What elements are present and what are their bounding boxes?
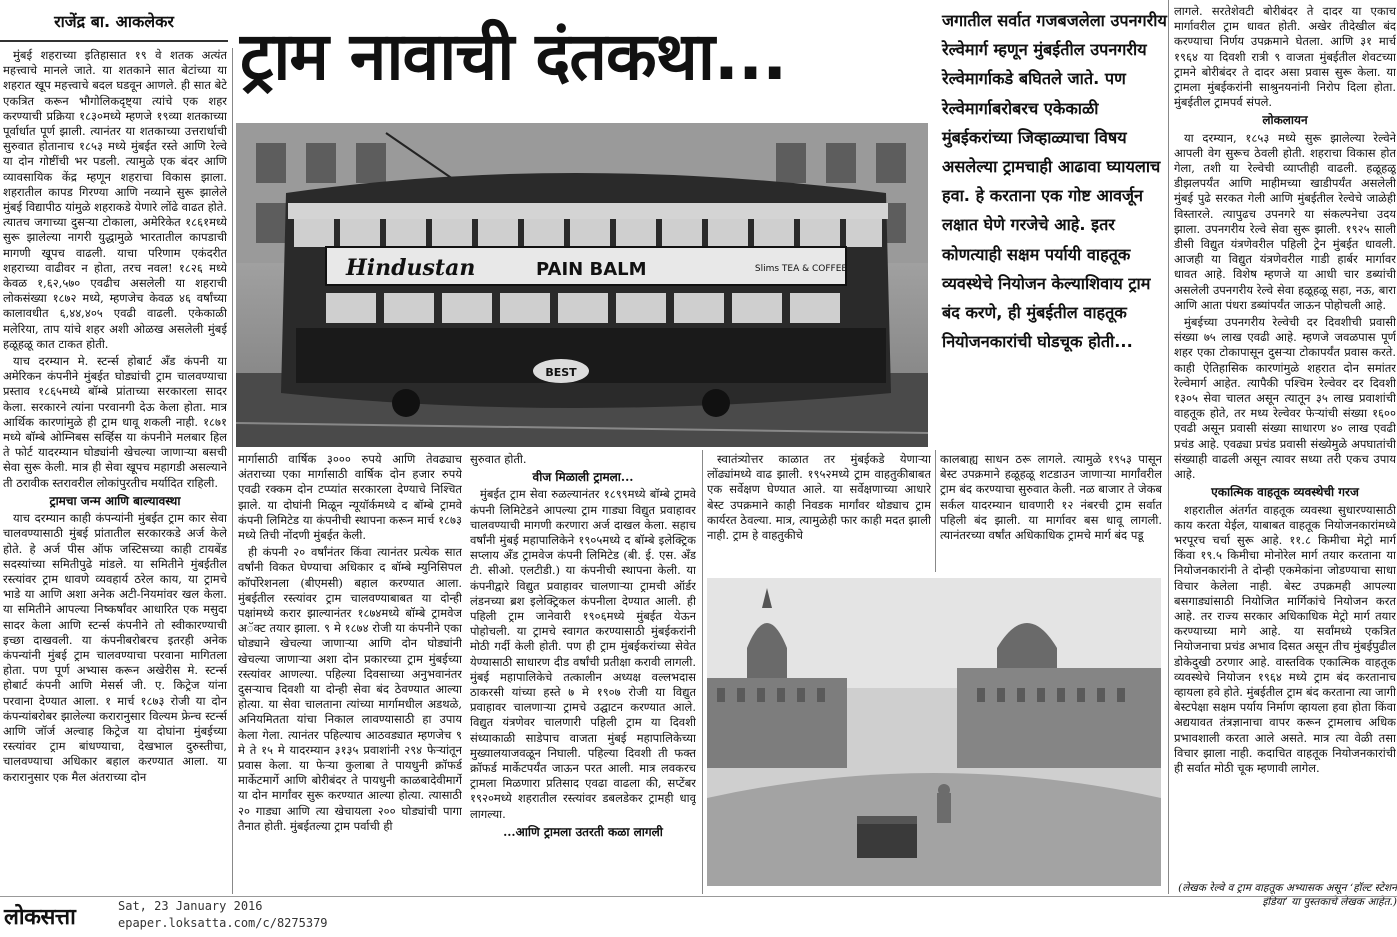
tram-ad-product: PAIN BALM: [536, 259, 647, 280]
tram-photo: [236, 123, 928, 447]
column-divider: [232, 48, 233, 894]
article-paragraph: मुंबईत ट्राम सेवा रुळल्यानंतर १८९९मध्ये बॉम्बे ट्रामवे कंपनी लिमिटेडने आपल्या ट्राम गाड्या विद्युत प्रवाहावर चालवण्याची मागणी करणारा अर्ज दाखल केला. सहाच वर्षांनी मुंबई महापालिकेने १९०५मध्ये द बॉम्बे इलेक्ट्रिक सप्लाय अँड ट्रामवेज कंपनी लिमिटेड (बी. ई. एस. अँड टी. सीओ. एलटीडी.) या कंपनीची स्थापना केली. या कंपनीद्वारे विद्युत प्रवाहावर चालणाऱ्या ट्रामची ऑर्डर लंडनच्या ब्रश इलेक्ट्रिकल कंपनीला देण्यात आली. ही पहिली ट्राम जानेवारी १९०६मध्ये मुंबईत येऊन पोहोचली. या ट्रामचे स्वागत करण्यासाठी मुंबईकरांनी मोठी गर्दी केली होती. पण ही ट्राम मुंबईकरांच्या सेवेत येण्यासाठी साधारण दीड वर्षांची प्रतीक्षा करावी लागली. मुंबई महापालिकेचे तत्कालीन अध्यक्ष वल्लभदास ठाकरसी यांच्या हस्ते ७ मे १९०७ रोजी या विद्युत प्रवाहावर चालणाऱ्या ट्रामचे उद्घाटन करण्यात आले. विद्युत यंत्रणेवर चालणारी पहिली ट्राम या दिवशी संध्याकाळी साडेपाच वाजता मुंबई महापालिकेच्या मुख्यालयाजवळून निघाली. पहिल्या दिवशी ती फक्त क्रॉफर्ड मार्केटपर्यंत जाऊन परत आली. मात्र लवकरच ट्रामला मिळणारा प्रतिसाद एवढा वाढला की, सप्टेंबर १९२०मध्ये शहरातील रस्त्यांवर डबलडेकर ट्रामही धावू लागल्या.: [470, 487, 696, 821]
article-paragraph: शहरातील अंतर्गत वाहतूक व्यवस्था सुधारण्यासाठी काय करता येईल, याबाबत वाहतूक नियोजनकारांमध्ये भरपूरच चर्चा सुरू आहे. ११.८ किमीचा मेट्रो मार्ग किंवा १९.५ किमीचा मोनोरेल मार्ग तयार करताना या नियोजनकारांनी ते दोन्ही एकमेकांना जोडण्याचा साधा विचार केलेला नाही. बेस्ट उपक्रमही आपल्या बसगाड्यांसाठी नियोजित मार्गिकांचे नियोजन करत आहे. तर राज्य सरकार अधिकाधिक मेट्रो मार्ग तयार करण्याच्या मागे आहे. या सर्वांमध्ये एकत्रित नियोजनाचा प्रचंड अभाव दिसत असून तीच मुंबईपुढील डोकेदुखी ठरणार आहे. वास्तविक एकात्मिक वाहतूक व्यवस्थेचे नियोजन १९६४ मध्ये ट्राम बंद करतानाच व्हायला हवे होते. मुंबईतील ट्राम बंद करताना त्या जागी बेस्टपेक्षा सक्षम पर्याय निर्माण व्हायला हवा होता किंवा अद्ययावत तंत्रज्ञानाचा वापर करून ट्रामलाच अधिक प्रभावशाली करता आले असते. मात्र त्या वेळी तसा विचार झाला नाही. कदाचित वाहतूक नियोजनकारांची ही सर्वात मोठी चूक म्हणावी लागेल.: [1174, 502, 1396, 775]
article-column-4: [707, 452, 931, 572]
tram-plate: BEST: [545, 366, 577, 379]
article-column-5: [940, 452, 1162, 572]
column-divider: [935, 450, 936, 572]
article-paragraph: याच दरम्यान मे. स्टर्न्स होबार्ट अँड कंपनी या अमेरिकन कंपनीने मुंबईत घोड्यांची ट्राम चालवण्याचा प्रस्ताव १८६५मध्ये बॉम्बे प्रांताच्या सरकारला सादर केला. सरकारने त्यांना परवानगी देऊ केला होता. मात्र आर्थिक कारणांमुळे ही ट्राम धावू शकली नाही. १८७१ मध्ये बॉम्बे ओम्निबस सर्व्हिस या कंपनीने मलबार हिल ते फोर्ट यादरम्यान घोड्यांनी खेचल्या जाणाऱ्या बसची सेवा सुरू केली. मात्र ही सेवा खूपच महागडी असल्याने ती ठरावीक स्तरावरील लोकांपुरतीच मर्यादित राहिली.: [3, 354, 227, 490]
city-photo: [707, 578, 1161, 886]
column-divider: [1168, 0, 1169, 894]
article-column-1: [3, 48, 227, 894]
section-heading: ...आणि ट्रामला उतरती कळा लागली: [503, 824, 663, 839]
article-paragraph: लागले. सरतेशेवटी बोरीबंदर ते दादर या एकाच मार्गावरील ट्राम धावत होती. अखेर तीदेखील बंद करण्याचा निर्णय उपक्रमाने घेतला. आणि ३१ मार्च १९६४ या दिवशी रात्री ९ वाजता मुंबईतील शेवटच्या ट्रामने बोरीबंदर ते दादर असा प्रवास सुरू केला. या ट्रामला मुंबईकरांनी साश्रुनयनांनी निरोप दिला होता. मुंबईतील ट्रामपर्व संपले.: [1174, 4, 1396, 110]
publication-date: Sat, 23 January 2016: [118, 899, 263, 913]
article-paragraph: मार्गासाठी वार्षिक ३००० रुपये आणि तेवढ्याच अंतराच्या एका मार्गासाठी वार्षिक दोन हजार रुपये एवढी रक्कम दोन टप्प्यांत सरकारला देण्याचे निश्चित झाले. या दोघांनी मिळून न्यूयॉर्कमध्ये द बॉम्बे ट्रामवे कंपनी लिमिटेड या कंपनीची स्थापना करून मार्च १८७३ मध्ये तिची नोंदणी मुंबईत केली.: [238, 452, 462, 543]
section-heading: वीज मिळाली ट्रामला...: [532, 470, 634, 485]
article-paragraph: ही कंपनी २० वर्षांनंतर किंवा त्यानंतर प्रत्येक सात वर्षांनी विकत घेण्याचा अधिकार द बॉम्बे म्युनिसिपल कॉर्पोरेशनला (बीएमसी) बहाल करण्यात आला. मुंबईतील रस्त्यांवर ट्राम चालवण्याबाबत या दोन्ही पक्षांमध्ये करार झाल्यानंतर १८७४मध्ये बॉम्बे ट्रामवेज अॅक्ट तयार झाला. ९ मे १८७४ रोजी या कंपनीने एका घोड्याने खेचल्या जाणाऱ्या आणि दोन घोड्यांनी खेचल्या जाणाऱ्या अशा दोन प्रकारच्या ट्राम मुंबईच्या रस्त्यांवर आणल्या. पहिल्या दिवसाच्या अनुभवानंतर दुसऱ्याच दिवशी या दोन्ही सेवा बंद ठेवण्यात आल्या होत्या. या सेवा चालताना त्यांच्या मार्गामधील अडथळे, अनियमितता यांचा निकाल लावण्यासाठी हा उपाय केला गेला. त्यानंतर पहिल्याच आठवड्यात म्हणजेच ९ मे ते १५ मे यादरम्यान ३१३५ प्रवाशांनी २९४ फेऱ्यांतून प्रवास केला. या फेऱ्या कुलाबा ते पायधुनी क्रॉफर्ड मार्केटमार्गे आणि बोरीबंदर ते पायधुनी काळबादेवीमार्गे या दोन मार्गांवर सुरू करण्यात आल्या होत्या. त्यासाठी २० गाड्या आणि त्या खेचायला २०० घोड्यांची पागा तैनात होती. मुंबईतल्या ट्राम पर्वाची ही: [238, 545, 462, 833]
article-paragraph: या दरम्यान, १८५३ मध्ये सुरू झालेल्या रेल्वेने आपली वेग सुरूच ठेवली होती. शहराचा विकास होत गेला, तशी या रेल्वेची व्याप्तीही वाढली. हळूहळू डीझलपर्यंत आणि माहीमच्या खाडीपर्यंत असलेली मुंबई पुढे सरकत गेली आणि मुंबईतील रेल्वेचे जाळेही विस्तारले. त्यापुढच उपनगरे या संकल्पनेचा उदय झाला. उपनगरीय रेल्वे सेवा सुरू झाली. १९२५ साली डीसी विद्युत यंत्रणेवरील पहिली ट्रेन मुंबईत धावली. आजही या विद्युत यंत्रणेवरील गाडी हार्बर मार्गावर धावत आहे. विशेष म्हणजे या आधी चार डब्यांची असलेली उपनगरीय रेल्वे सेवा हळूहळू सहा, नऊ, बारा आणि आता पंधरा डब्यांपर्यंत जाऊन पोहोचली आहे.: [1174, 130, 1396, 312]
tram-ad-side: Slims TEA & COFFEE: [754, 264, 848, 274]
article-paragraph: मुंबईच्या उपनगरीय रेल्वेची दर दिवशीची प्रवासी संख्या ७५ लाख एवढी आहे. म्हणजे जवळपास पूर्ण शहर एका टोकापासून दुसऱ्या टोकापर्यंत प्रवास करते. काही ऐतिहासिक कारणांमुळे शहरात दोन समांतर रेल्वेमार्ग आहेत. त्यापैकी पश्चिम रेल्वेवर दर दिवशी १३०५ सेवा चालत असून त्यातून ३५ लाख प्रवाशांची वाहतूक होते, तर मध्य रेल्वेवर फेऱ्यांची संख्या १६०० एवढी असून प्रवासी संख्या साधारण ४० लाख एवढी प्रचंड आहे. एवढ्या प्रचंड प्रवासी संख्येमुळे अपघातांची संख्याही वाढली असून त्यावर सध्या तरी एकच उपाय आहे.: [1174, 315, 1396, 482]
newspaper-logo: लोकसत्ता: [4, 905, 76, 930]
article-paragraph: कालबाह्य साधन ठरू लागले. त्यामुळे १९५३ पासून बेस्ट उपक्रमाने हळूहळू शटडाउन जाणाऱ्या मार्गांवरील ट्राम बंद करण्याचा सुरुवात केली. नळ बाजार ते जेकब सर्कल यादरम्यान धावणारी १२ नंबरची ट्राम सर्वात पहिली बंद झाली. या मार्गावर बस धावू लागली. त्यानंतरच्या वर्षांत अधिकाधिक ट्रामचे मार्ग बंद पडू: [940, 452, 1162, 543]
byline-rule: [0, 40, 228, 42]
article-paragraph: सुरुवात होती.: [470, 452, 527, 466]
author-note: (लेखक रेल्वे व ट्राम वाहतूक अभ्यासक असून ‘हॉल्ट स्टेशन इंडिया’ या पुस्तकाचे लेखक आहेत.): [1178, 882, 1397, 908]
section-heading: लोकलायन: [1262, 113, 1308, 128]
article-paragraph: मुंबई शहराच्या इतिहासात १९ वे शतक अत्यंत महत्त्वाचे मानले जाते. या शतकाने सात बेटांच्या या शहरात खूप महत्त्वाचे बदल घडवून आणले. ही सात बेटे एकत्रित करून भौगोलिकदृष्ट्या त्यांचे एक शहर करण्याची प्रक्रिया १८३०मध्ये म्हणजे १९व्या शतकाच्या पूर्वार्धात पूर्ण झाली. त्यानंतर या शतकाच्या उत्तरार्धाची सुरुवात होतानाच १८५३ मध्ये मुंबईत रस्ते आणि रेल्वे या दोन गोष्टींची भर पडली. त्यामुळे एक बंदर आणि व्यावसायिक केंद्र म्हणून शहराचा विकास झाला. शहरातील कापड गिरण्या आणि नव्याने सुरू झालेले मुंबई विद्यापीठ यांमुळे शहराकडे येणारे लोंढे वाढत होते. त्यातच जगाच्या दुसऱ्या टोकाला, अमेरिकेत १८६१मध्ये सुरू झालेल्या नागरी युद्धामुळे भारतातील कापडाची मागणी खूपच वाढली. याचा परिणाम एकंदरीत शहराच्या वाढीवर न होता, तरच नवल! १८२६ मध्ये केवळ १,६२,५७० एवढीच असलेली या शहराची लोकसंख्या १८७२ मध्ये, म्हणजेच केवळ ४६ वर्षांच्या कालावधीत ६,४४,४०५ एवढी वाढली. एकेकाळी मलेरिया, ताप यांचे शहर अशी ओळख असलेली मुंबई हळूहळू कात टाकत होती.: [3, 48, 227, 351]
headline: ट्राम नावाची दंतकथा...: [240, 18, 787, 95]
author-byline: राजेंद्र बा. आकलेकर: [54, 12, 174, 31]
pull-quote: जगातील सर्वात गजबजलेला उपनगरीय रेल्वेमार्ग म्हणून मुंबईतील उपनगरीय रेल्वेमार्गाकडे बघितले जाते. पण रेल्वेमार्गाबरोबरच एकेकाळी मुंबईकरांच्या जिव्हाळ्याचा विषय असलेल्या ट्रामचाही आढावा घ्यायलाच हवा. हे करताना एक गोष्ट आवर्जून लक्षात घेणे गरजेचे आहे. इतर कोणत्याही सक्षम पर्यायी वाहतूक व्यवस्थेचे नियोजन केल्याशिवाय ट्राम बंद करणे, ही मुंबईतील वाहतूक नियोजनकारांची घोडचूक होती...: [942, 11, 1167, 352]
article-column-3: [470, 452, 696, 894]
section-heading: एकात्मिक वाहतूक व्यवस्थेची गरज: [1211, 485, 1359, 500]
section-heading: ट्रामचा जन्म आणि बाल्यावस्था: [49, 493, 181, 508]
article-column-6: [1174, 4, 1396, 880]
tram-ad-brand: Hindustan: [346, 255, 476, 281]
article-paragraph: याच दरम्यान काही कंपन्यांनी मुंबईत ट्राम कार सेवा चालवण्यासाठी मुंबई प्रांतातील सरकारकडे अर्ज केले होते. हे अर्ज पीस ऑफ जस्टिसच्या काही टायबेंड सदस्यांच्या समितीपुढे मांडले. या समितीने मुंबईतील रस्त्यांवर ट्राम धावणे व्यवहार्य ठरेल काय, या ट्रामचे भाडे या आणि अशा अनेक अटी-नियमांवर खल केला. या समितीने आपल्या निष्कर्षांवर आधारित एक मसुदा सादर केला आणि स्टर्न्स कंपनीने तो स्वीकारण्याची इच्छा दाखवली. या कंपनीबरोबरच इतरही अनेक कंपन्यांनी मुंबई ट्राम चालवण्याचा परवाना मागितला होता. पण पूर्ण अभ्यास करून अखेरीस मे. स्टर्न्स होबार्ट कंपनी आणि मेसर्स जी. ए. किट्रेज यांना परवाना देण्यात आला. १ मार्च १८७३ रोजी या दोन कंपन्यांबरोबर झालेल्या करारानुसार विल्यम फ्रेन्च स्टर्न्स आणि जॉर्ज अल्वाह किट्रेज या दोघांना मुंबईच्या रस्त्यांवर ट्राम बांधण्याचा, देखभाल दुरुस्तीचा, चालवण्याचा अधिकार बहाल करण्यात आला. या करारानुसार एक मैल अंतराच्या दोन: [3, 511, 227, 784]
column-divider: [702, 450, 703, 894]
epaper-url[interactable]: epaper.loksatta.com/c/8275379: [118, 916, 328, 930]
article-paragraph: स्वातंत्र्योत्तर काळात तर मुंबईकडे येणाऱ्या लोंढ्यांमध्ये वाढ झाली. १९५२मध्ये ट्राम वाहतुकीबाबत एक सर्वेक्षण घेण्यात आले. या सर्वेक्षणाच्या आधारे बेस्ट उपक्रमाने काही निवडक मार्गांवर थोड्याच ट्राम कार्यरत ठेवल्या. मात्र, त्यामुळेही फार काही मदत झाली नाही. ट्राम हे वाहतुकीचे: [707, 452, 931, 543]
article-column-2: [238, 452, 462, 894]
